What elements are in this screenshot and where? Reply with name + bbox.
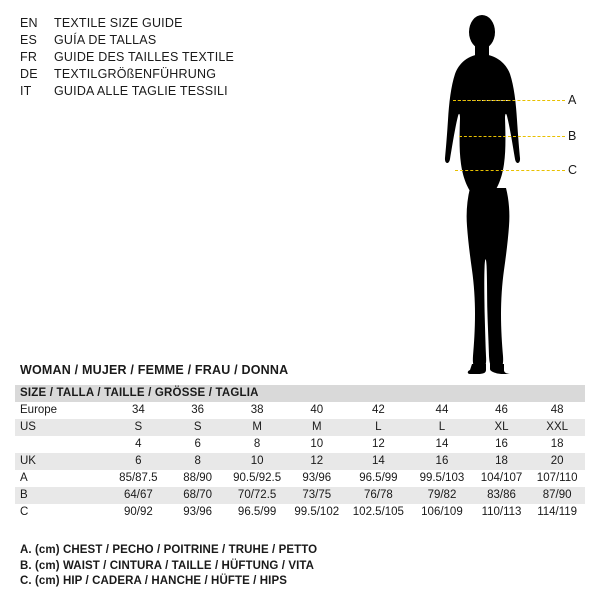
cell: 6 [109,453,168,470]
cell: 10 [227,453,287,470]
legend-item-hip: C. (cm) HIP / CADERA / HANCHE / HÜFTE / HIPS [20,575,288,587]
legend-item-waist: B. (cm) WAIST / CINTURA / TAILLE / HÜFTUNG / VITA [20,559,315,572]
cell: 99.5/102 [287,504,347,521]
language-title: GUIDE DES TAILLES TEXTILE [54,50,235,64]
cell: 87/90 [529,487,585,504]
cell: 46 [474,402,530,419]
language-row [20,32,234,49]
cell: 114/119 [529,504,585,521]
cell: 34 [109,402,168,419]
cell: 68/70 [168,487,227,504]
cell: 83/86 [474,487,530,504]
measurement-legend [20,543,317,590]
cell: XL [474,419,530,436]
cell: 93/96 [287,470,347,487]
cell: 88/90 [168,470,227,487]
cell: 42 [347,402,411,419]
cell: 79/82 [410,487,474,504]
cell: 44 [410,402,474,419]
table-row [15,453,585,470]
cell: 16 [474,436,530,453]
cell: 18 [529,436,585,453]
cell: M [227,419,287,436]
language-row [20,66,234,83]
language-header [20,15,234,100]
language-code: FR [20,50,38,64]
size-table [15,385,585,521]
language-title: GUÍA DE TALLAS [54,33,157,47]
cell: 64/67 [109,487,168,504]
waist-measure-label: B [568,129,577,143]
cell: 93/96 [168,504,227,521]
language-title: GUIDA ALLE TAGLIE TESSILI [54,84,228,98]
cell: 104/107 [474,470,530,487]
cell: 70/72.5 [227,487,287,504]
cell: 107/110 [529,470,585,487]
table-row [15,436,585,453]
cell: 102.5/105 [347,504,411,521]
legend-item-chest: A. (cm) CHEST / PECHO / POITRINE / TRUHE / PETTO [20,544,318,556]
cell: 90/92 [109,504,168,521]
woman-section-heading: WOMAN / MUJER / FEMME / FRAU / DONNA [20,363,289,377]
chest-measure-label: A [568,93,577,107]
row-label: UK [15,453,109,470]
row-label: A [15,470,109,487]
cell: M [287,419,347,436]
hip-measure-line [455,170,565,171]
cell: 110/113 [474,504,530,521]
silhouette-icon [420,8,595,378]
cell: S [168,419,227,436]
cell: 76/78 [347,487,411,504]
cell: 90.5/92.5 [227,470,287,487]
row-label: C [15,504,109,521]
language-title: TEXTILGRÖßENFÜHRUNG [54,67,217,81]
waist-measure-line [459,136,565,137]
cell: 36 [168,402,227,419]
cell: 6 [168,436,227,453]
row-label: Europe [15,402,109,419]
cell: 12 [287,453,347,470]
language-title: TEXTILE SIZE GUIDE [54,16,183,30]
cell: 40 [287,402,347,419]
cell: S [109,419,168,436]
hip-measure-label: C [568,163,578,177]
cell: 8 [168,453,227,470]
cell: 16 [410,453,474,470]
cell: 18 [474,453,530,470]
cell: 38 [227,402,287,419]
language-row [20,49,234,66]
language-code: DE [20,67,38,81]
cell: 85/87.5 [109,470,168,487]
cell: 14 [410,436,474,453]
cell: XXL [529,419,585,436]
cell: 14 [347,453,411,470]
female-silhouette-figure [420,8,595,378]
cell: 12 [347,436,411,453]
size-table-container [15,385,585,521]
language-row [20,15,234,32]
table-row [15,419,585,436]
table-header-label: SIZE / TALLA / TAILLE / GRÖSSE / TAGLIA [15,385,585,402]
cell: 99.5/103 [410,470,474,487]
chest-measure-line [453,100,565,101]
cell: 4 [109,436,168,453]
row-label: B [15,487,109,504]
table-row [15,470,585,487]
table-header-row [15,385,585,402]
cell: 10 [287,436,347,453]
cell: 20 [529,453,585,470]
language-code: ES [20,33,38,47]
table-row [15,487,585,504]
row-label: US [15,419,109,436]
row-label [15,436,109,453]
cell: L [347,419,411,436]
cell: 106/109 [410,504,474,521]
cell: L [410,419,474,436]
language-row [20,83,234,100]
cell: 8 [227,436,287,453]
table-row [15,504,585,521]
language-code: EN [20,16,38,30]
cell: 73/75 [287,487,347,504]
language-code: IT [20,84,32,98]
table-row [15,402,585,419]
cell: 48 [529,402,585,419]
cell: 96.5/99 [227,504,287,521]
cell: 96.5/99 [347,470,411,487]
